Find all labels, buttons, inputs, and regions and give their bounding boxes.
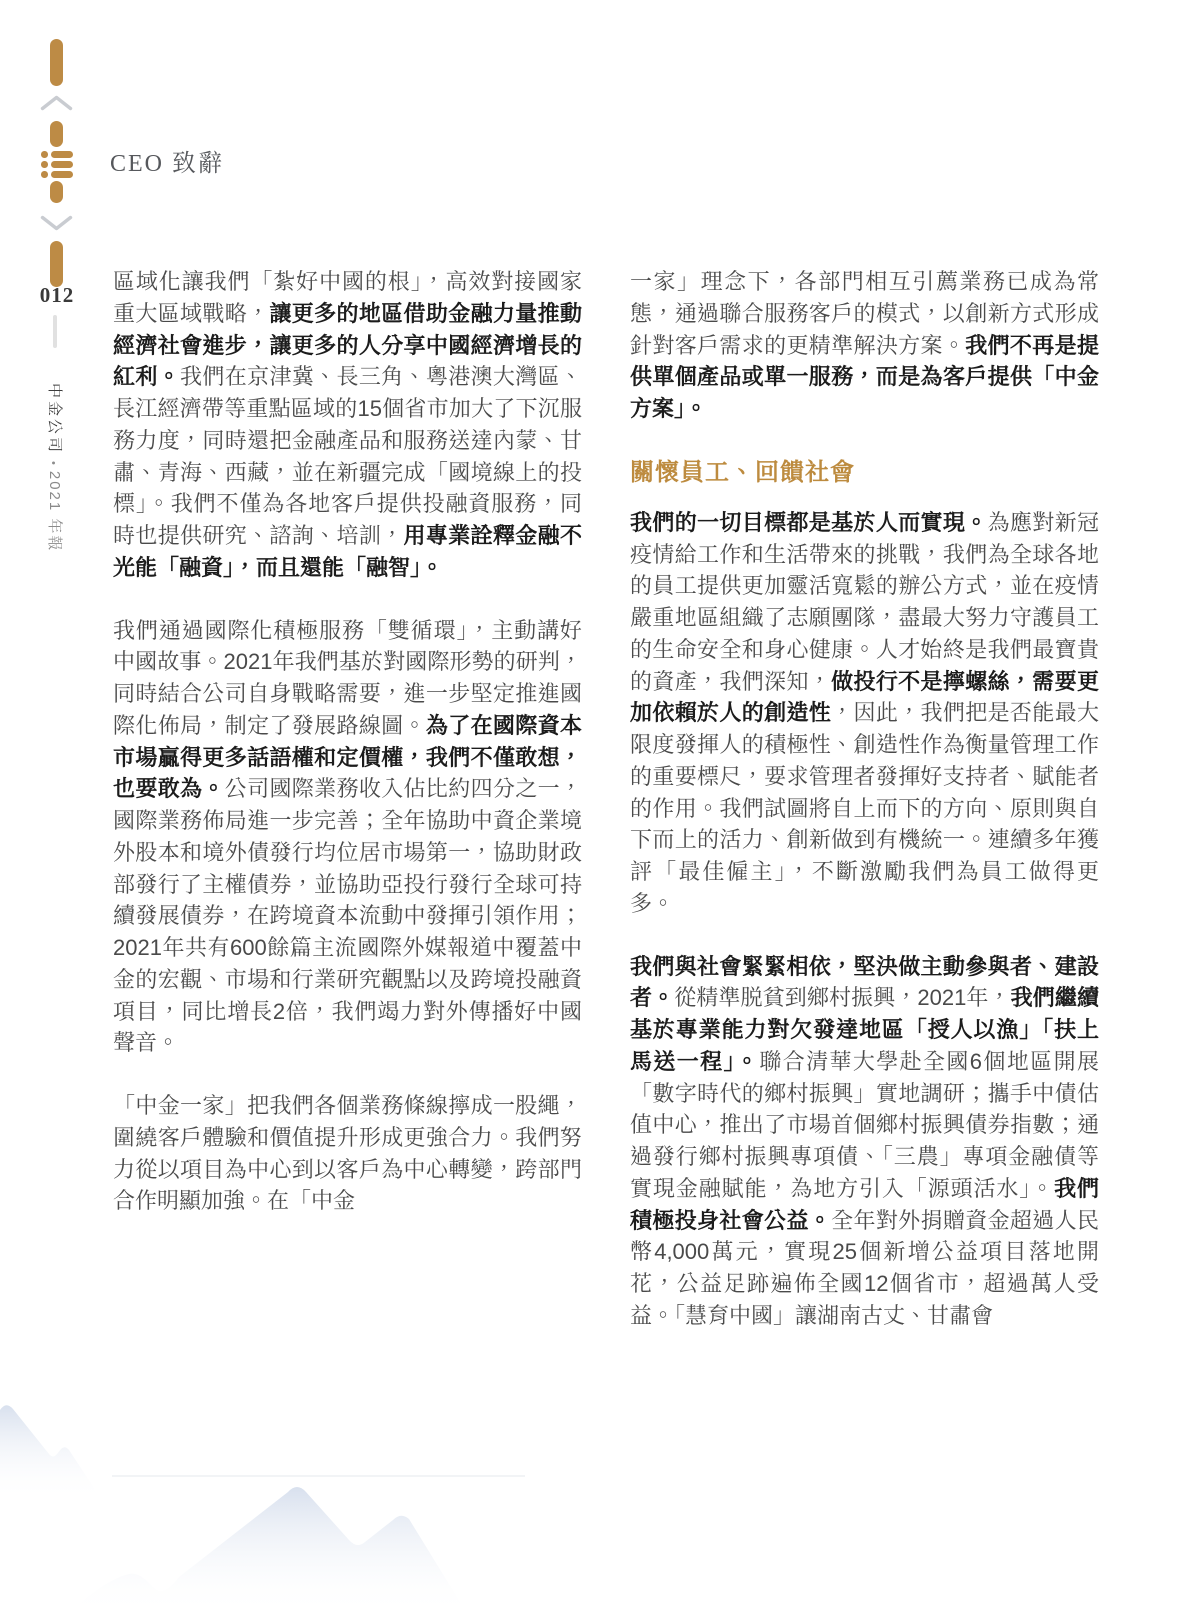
text-segment: 為應對新冠疫情給工作和生活帶來的挑戰，我們為全球各地的員工提供更加靈活寬鬆的辦公方式，並在疫情嚴重地區組織了志願團隊，盡最大努力守護員工的生命安全和身心健康。人才始終是我們最寶貴的資產，我們深知， [630,509,1099,694]
menu-dot [41,171,48,178]
text-segment-bold: 我們繼續基於專業能力對欠發達地區「授人以漁」「扶上馬送一程」。 [630,985,1099,1074]
paragraph [630,266,1099,425]
text-segment-bold: 我們的一切目標都是基於人而實現。 [630,509,988,535]
large-mountain [66,1487,468,1615]
text-segment: 我們在京津冀、長三角、粵港澳大灣區、長江經濟帶等重點區域的15個省市加大了下沉服務力度，同時還把金融產品和服務送達內蒙、甘肅、青海、西藏，並在新疆完成「國境線上的投標」。我們不僅為各地客戶提供投融資服務，同時也提供研究、諮詢、培訓， [113,364,582,548]
spine-company: 中金公司 [46,383,63,456]
text-segment-bold: 我們不再是提供單個產品或單一服務，而是為客戶提供「中金方案」。 [630,332,1099,421]
paragraph [630,507,1099,920]
text-segment-bold: 我們與社會緊緊相依，堅決做主動參與者、建設者。 [630,953,1099,1011]
text-segment: ，因此，我們把是否能最大限度發揮人的積極性、創造性作為衡量管理工作的重要標尺，要求管理者發揮好支持者、賦能者的作用。我們試圖將自上而下的方向、原則與自下而上的活力、創新做到有機統一。連續多年獲評「最佳僱主」，不斷激勵我們為員工做得更多。 [630,700,1099,916]
page-title: CEO 致辭 [110,151,224,177]
text-segment: 全年對外捐贈資金超過人民幣4,000萬元，實現25個新增公益項目落地開花，公益足跡遍佈全國12個省市，超過萬人受益。「慧育中國」讓湖南古丈、甘肅會 [630,1207,1099,1328]
text-segment-bold: 用專業詮釋金融不光能「融資」，而且還能「融智」。 [113,523,582,580]
text-segment: 一家」理念下，各部門相互引薦業務已成為常態，通過聯合服務客戶的模式，以創新方式形成針對客戶需求的更精準解決方案。 [630,269,1099,358]
text-segment: 從精準脱貧到鄉村振興，2021年， [674,985,1011,1011]
paragraph [113,1090,582,1217]
menu-dot [41,151,48,158]
paragraph [113,266,582,584]
text-segment: 「中金一家」把我們各個業務條線擰成一股繩，圍繞客戶體驗和價值提升形成更強合力。我們努力從以項目為中心到以客戶為中心轉變，跨部門合作明顯加強。在「中金 [113,1093,582,1214]
small-mountain [0,1405,98,1500]
decorative-bar-bottom [50,241,63,287]
menu-row [41,151,74,158]
text-segment: 區域化讓我們「紮好中國的根」，高效對接國家重大區域戰略， [113,269,582,326]
text-segment-bold: 為了在國際資本市場贏得更多話語權和定價權，我們不僅敢想，也要敢為。 [113,712,582,802]
menu-line [51,171,73,178]
decorative-bar-mid [50,181,63,203]
text-segment: 公司國際業務收入佔比約四分之一，國際業務佈局進一步完善；全年協助中資企業境外股本和境外債發行均位居市場第一，協助財政部發行了主權債券，並協助亞投行發行全球可持續發展債券，在跨境資本流動中發揮引領作用；2021年共有600餘篇主流國際外媒報道中覆蓋中金的宏觀、市場和行業研究觀點以及跨境投融資項目，同比增長2倍，我們竭力對外傳播好中國聲音。 [113,776,582,1056]
toc-menu-icon[interactable] [41,151,74,181]
paragraph [113,615,582,1060]
menu-line [51,151,73,158]
spine-text [45,383,66,552]
text-segment: 聯合清華大學赴全國6個地區開展「數字時代的鄉村振興」實地調研；攜手中債估值中心，推出了市場首個鄉村振興債券指數；通過發行鄉村振興專項債、「三農」專項金融債等實現金融賦能，為地方引入「源頭活水」。 [630,1048,1099,1201]
spine-separator-dot: • [47,461,59,465]
chevron-down-icon[interactable] [40,214,73,232]
right-column [630,266,1099,1332]
menu-row [41,171,74,178]
section-heading: 關懷員工、回饋社會 [630,458,855,486]
sidebar-nav [0,0,100,1615]
menu-row [41,161,74,168]
decorative-bar-top [50,39,63,86]
text-segment: 我們通過國際化積極服務「雙循環」，主動講好中國故事。2021年我們基於對國際形勢的研判，同時結合公司自身戰略需要，進一步堅定推進國際化佈局，制定了發展路線圖。 [113,617,582,738]
decorative-bar-small [50,121,63,147]
spine-report-year: 2021 年報 [46,470,63,553]
chevron-up-icon[interactable] [40,94,73,112]
text-segment-bold: 讓更多的地區借助金融力量推動經濟社會進步，讓更多的人分享中國經濟增長的紅利。 [113,300,582,390]
menu-line [51,161,73,168]
paragraph [630,951,1099,1332]
menu-dot [41,161,48,168]
divider-tick [53,315,57,348]
page-number: 012 [39,283,75,307]
left-column [113,266,582,1217]
text-segment-bold: 我們積極投身社會公益。 [630,1175,1099,1233]
mountain-decoration [0,1380,600,1615]
text-segment-bold: 做投行不是擰螺絲，需要更加依賴於人的創造性 [630,668,1099,726]
